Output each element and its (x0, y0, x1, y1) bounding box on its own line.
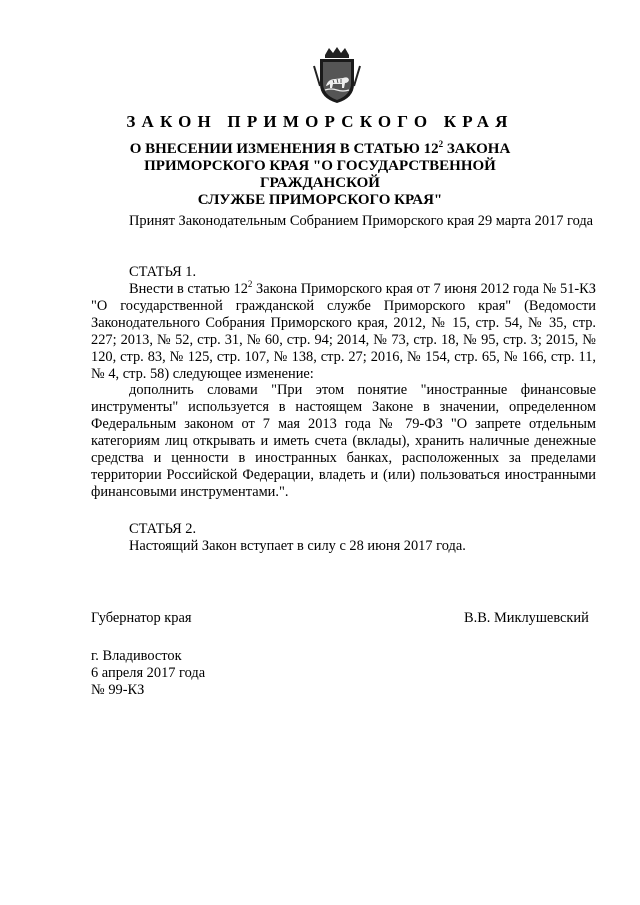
article-1-amendment: дополнить словами "При этом понятие "иностранные финансовые инструменты" используется в настоящем Законе в значении, определенном Федеральным законом от 7 мая 2013 года № 79-ФЗ "О запрете отдельным категориям лиц открывать и иметь счета (вклады), хранить наличные денежные средства и ценности в иностранных банках, расположенных за пределами территории Российской Федерации, владеть и (или) пользоваться иностранными финансовыми инструментами.". (91, 382, 596, 500)
article-2-label: СТАТЬЯ 2. (129, 521, 197, 537)
article-2-text: Настоящий Закон вступает в силу с 28 июня 2017 года. (129, 538, 466, 554)
adoption-note: Принят Законодательным Собранием Приморского края 29 марта 2017 года (129, 213, 594, 229)
signatory-position: Губернатор края (91, 610, 192, 626)
signing-date: 6 апреля 2017 года (91, 665, 206, 681)
signatory-name: В.В. Миклушевский (464, 610, 589, 626)
heading-line-2: ПРИМОРСКОГО КРАЯ "О ГОСУДАРСТВЕННОЙ ГРАЖДАНСКОЙ (144, 158, 496, 191)
article-1-intro: Внести в статью $12^2$ Закона Приморского края от 7 июня 2012 года № 51-КЗ "О государственной гражданской службе Приморского края" (Ведомости Законодательного Собрания Приморского края, 2012, № 15, стр. 54, № 35, стр. 227; 2013, № 52, стр. 31, № 60, стр. 94; 2014, № 73, стр. 18, № 95, стр. 3; 2015, № 120, стр. 83, № 125, стр. 107, № 138, стр. 27; 2016, № 154, стр. 65, № 166, стр. 11, № 4, стр. 58) следующее изменение: (91, 279, 596, 382)
heading-line-1: О ВНЕСЕНИИ ИЗМЕНЕНИЯ В СТАТЬЮ $12^2$ ЗАКОНА (129, 139, 511, 157)
article-1-label: СТАТЬЯ 1. (129, 264, 197, 280)
primorsky-coat-of-arms-icon (311, 46, 363, 104)
law-title: ЗАКОН ПРИМОРСКОГО КРАЯ (126, 112, 514, 131)
law-heading (100, 141, 540, 209)
law-number: № 99-КЗ (91, 682, 145, 698)
city: г. Владивосток (91, 648, 182, 664)
heading-line-3: СЛУЖБЕ ПРИМОРСКОГО КРАЯ" (197, 192, 443, 208)
place-and-date (91, 648, 205, 699)
